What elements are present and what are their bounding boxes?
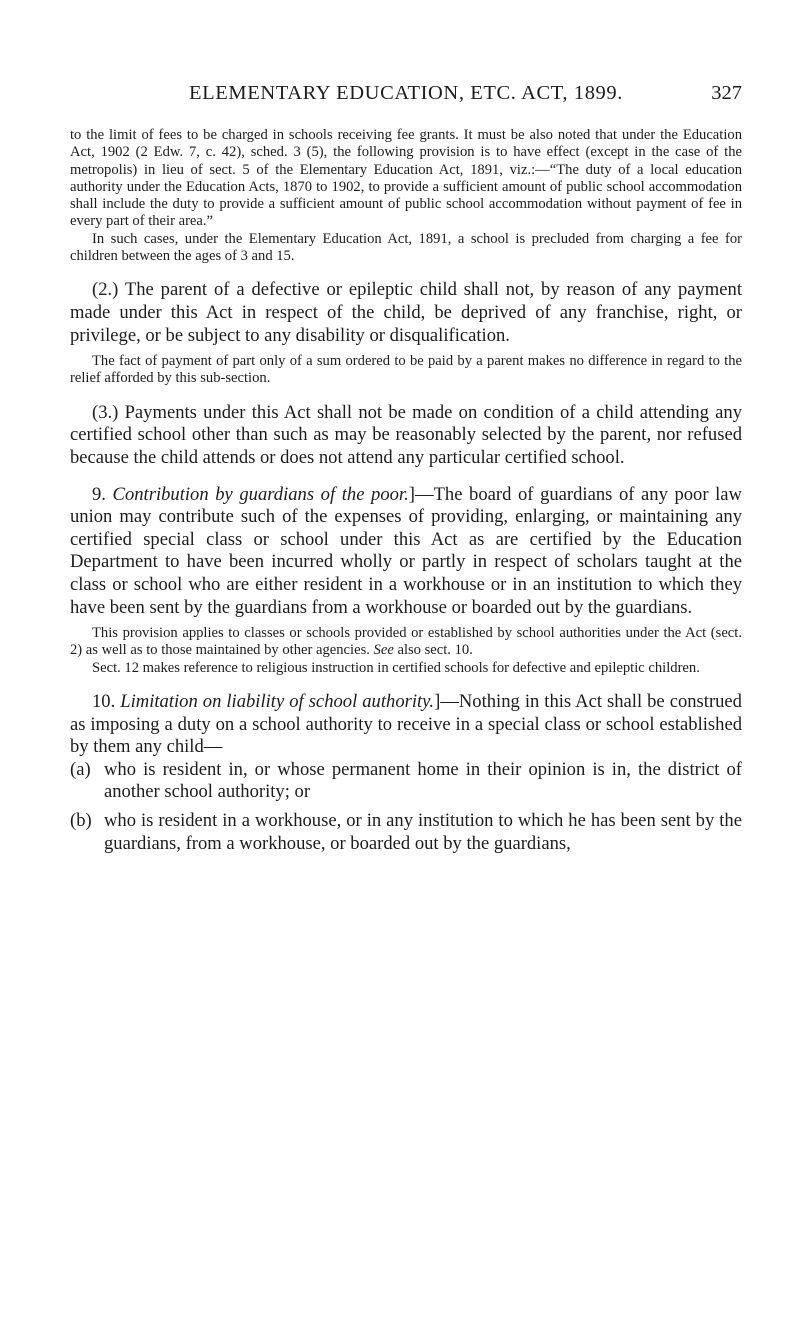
note-paragraph: to the limit of fees to be charged in schools receiving fee grants. It must be also noted that under the Education Act, 1902 (2 Edw. 7, c. 42), sched. 3 (5), the following provision is to have effect (except in the case of the metropolis) in lieu of sect. 5 of the Elementary Education Act, 1891, viz.:—“The duty of a local education authority under the Education Acts, 1870 to 1902, to provide a sufficient amount of public school accommodation shall include the duty to provide a sufficient amount of public school accommodation without payment of fee in every part of their area.”: [70, 127, 742, 230]
section-9-note-see: See: [373, 642, 394, 659]
subsection-2: (2.) The parent of a defective or epileptic child shall not, by reason of any payment made under this Act in respect of the child, be deprived of any franchise, right, or privilege, or be subject to any disability or disqualification.: [70, 279, 742, 346]
running-title: ELEMENTARY EDUCATION, ETC. ACT, 1899.: [189, 82, 623, 104]
section-9-number: 9.: [92, 483, 106, 505]
subsection-2-note: The fact of payment of part only of a sum ordered to be paid by a parent makes no difference in regard to the relief afforded by this sub-section.: [70, 353, 742, 387]
section-9-note-part2: also sect. 10.: [393, 642, 473, 659]
page-number: 327: [711, 82, 742, 104]
section-10-heading: Limitation on liability of school authority.: [120, 690, 435, 712]
section-10-text: Nothing in this Act shall be construed as imposing a duty on a school authority to receive in a special class or school established by them any child—: [70, 690, 742, 758]
subsection-3: (3.) Payments under this Act shall not be made on condition of a child attending any certified school other than such as may be reasonably selected by the parent, nor refused because the child attends or does not attend any particular certified school.: [70, 401, 742, 468]
section-10-heading-suffix: ]—: [434, 690, 459, 712]
section-10: [70, 691, 742, 759]
item-b-label: (b): [70, 809, 92, 831]
section-10-item-a: [70, 759, 742, 804]
section-9-note: Sect. 12 makes reference to religious instruction in certified schools for defective and epileptic children.: [92, 659, 700, 676]
section-9-heading: Contribution by guardians of the poor.: [112, 483, 409, 505]
section-10-item-b: [70, 810, 742, 855]
item-b-text: who is resident in a workhouse, or in any institution to which he has been sent by the guardians, from a workhouse, or boarded out by the guardians,: [104, 809, 742, 854]
note-paragraph: In such cases, under the Elementary Education Act, 1891, a school is precluded from charging a fee for children between the ages of 3 and 15.: [70, 230, 742, 265]
running-head: [70, 82, 742, 112]
section-10-number: 10.: [92, 690, 116, 712]
item-a-text: who is resident in, or whose permanent home in their opinion is in, the district of another school authority; or: [104, 758, 742, 803]
page-content: [70, 127, 742, 855]
section-9-note: [70, 625, 742, 660]
section-9-note-part1: This provision applies to classes or schools provided or established by school authorities under the Act (sect. 2) as well as to those maintained by other agencies.: [70, 625, 742, 659]
item-a-label: (a): [70, 758, 91, 780]
section-9: [70, 484, 742, 620]
section-9-text: The board of guardians of any poor law union may contribute such of the expenses of providing, enlarging, or maintaining any certified special class or school under this Act as are certified by the Education Department to have been incurred wholly or partly in respect of scholars taught at the class or school who are either resident in a workhouse or in an institution to which they have been sent by the guardians from a workhouse or boarded out by the guardians.: [70, 483, 742, 618]
section-9-heading-suffix: ]—: [408, 483, 434, 505]
